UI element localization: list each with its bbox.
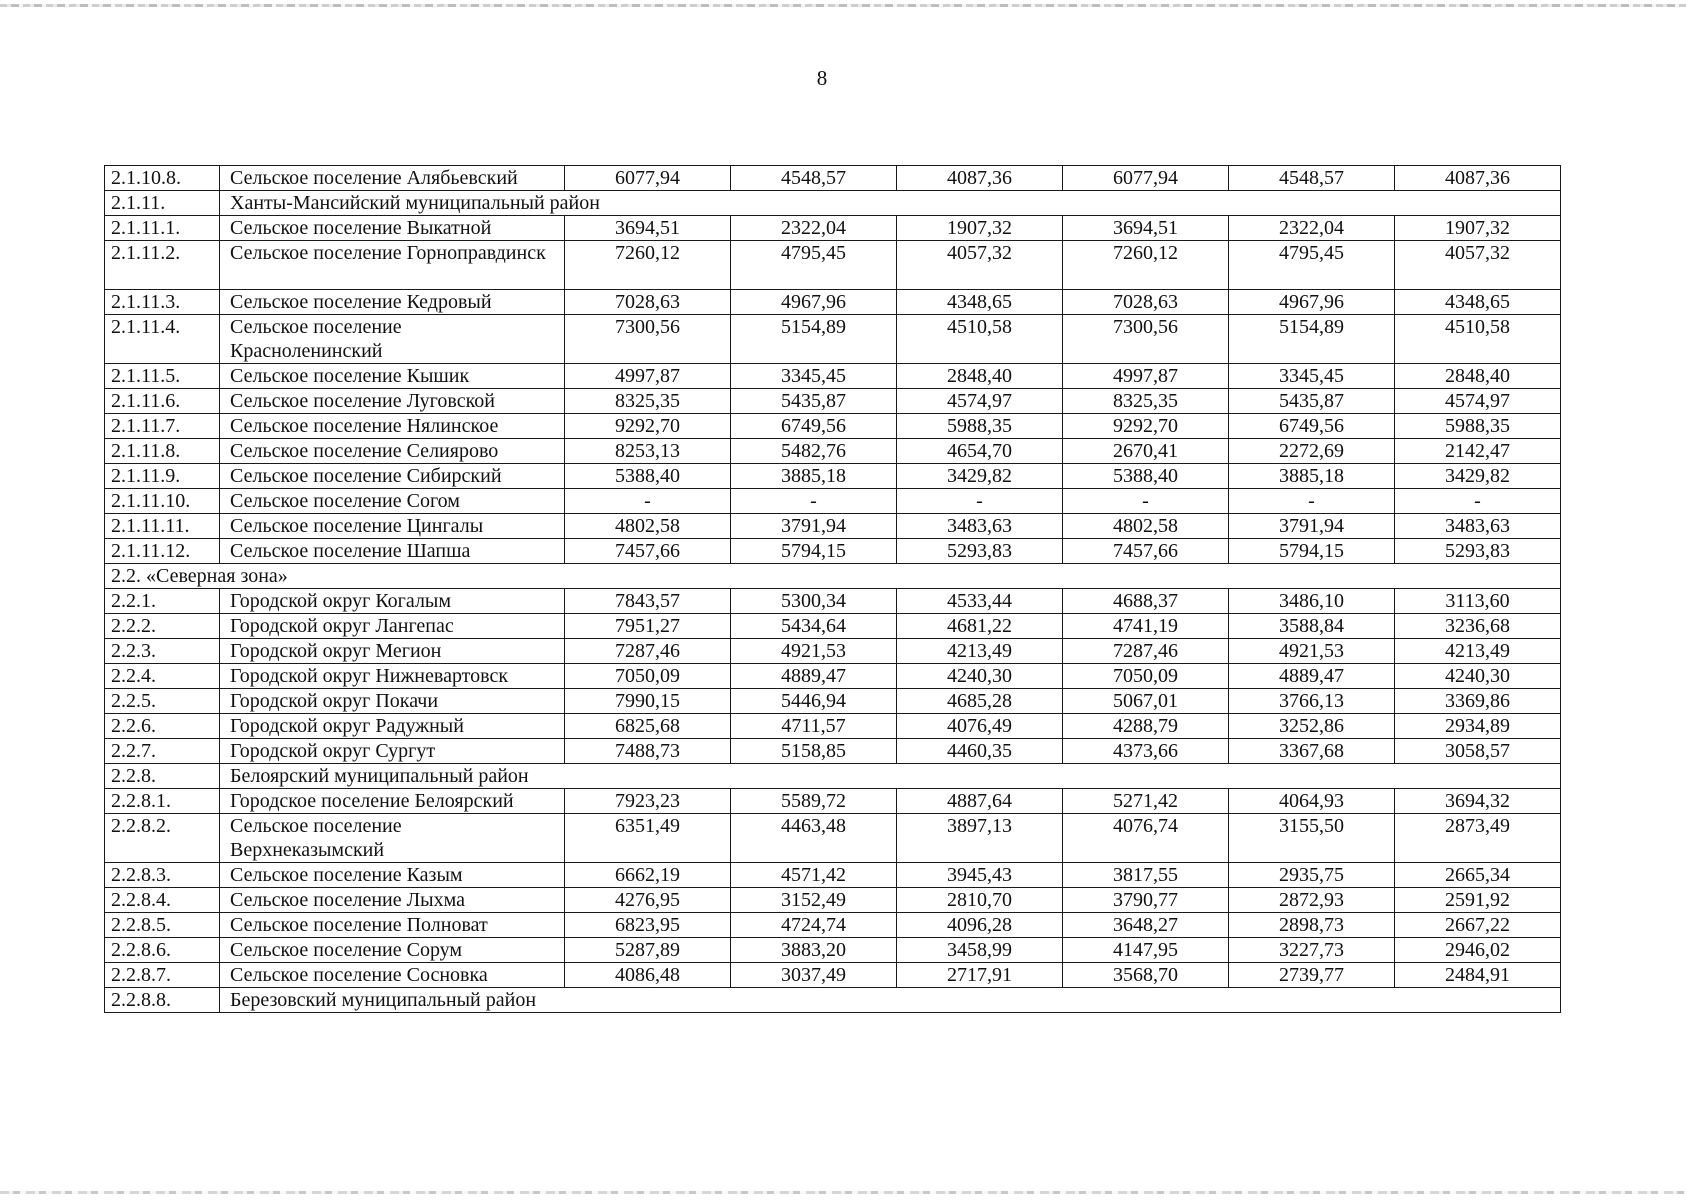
settlement-name-cell: Городское поселение Белоярский [220, 789, 565, 814]
value-cell: 7050,09 [565, 664, 731, 689]
value-cell: - [1229, 489, 1395, 514]
table-row [105, 439, 1561, 464]
settlement-name-cell: Сельское поселение Алябьевский [220, 166, 565, 191]
value-cell: 3568,70 [1063, 963, 1229, 988]
value-cell: 4921,53 [1229, 639, 1395, 664]
value-cell: 7990,15 [565, 689, 731, 714]
value-cell: 4510,58 [1395, 315, 1561, 364]
row-code-cell: 2.1.11.1. [105, 216, 220, 241]
settlement-name-cell: Сельское поселение Сорум [220, 938, 565, 963]
table-body [105, 166, 1561, 1013]
row-code-cell: 2.1.11.8. [105, 439, 220, 464]
settlement-name-cell: Сельское поселение Селиярово [220, 439, 565, 464]
value-cell: 4795,45 [731, 241, 897, 290]
value-cell: 4654,70 [897, 439, 1063, 464]
value-cell: 6077,94 [1063, 166, 1229, 191]
value-cell: 2898,73 [1229, 913, 1395, 938]
value-cell: 4574,97 [1395, 389, 1561, 414]
settlement-name-cell: Сельское поселение Луговской [220, 389, 565, 414]
table-row [105, 764, 1561, 789]
value-cell: 5435,87 [731, 389, 897, 414]
value-cell: 4240,30 [1395, 664, 1561, 689]
value-cell: 7923,23 [565, 789, 731, 814]
value-cell: 2665,34 [1395, 863, 1561, 888]
settlement-name-cell: Сельское поселение Цингалы [220, 514, 565, 539]
row-code-cell: 2.1.11.11. [105, 514, 220, 539]
value-cell: 7300,56 [1063, 315, 1229, 364]
value-cell: 4802,58 [1063, 514, 1229, 539]
value-cell: 4997,87 [1063, 364, 1229, 389]
table-row [105, 241, 1561, 290]
value-cell: 3791,94 [731, 514, 897, 539]
zone-heading-cell: 2.2. «Северная зона» [105, 564, 1561, 589]
value-cell: 5067,01 [1063, 689, 1229, 714]
value-cell: - [565, 489, 731, 514]
value-cell: 4087,36 [1395, 166, 1561, 191]
settlement-name-cell: Сельское поселение Горноправдинск [220, 241, 565, 290]
district-heading-cell: Березовский муниципальный район [220, 988, 1561, 1013]
settlement-name-cell: Городской округ Сургут [220, 739, 565, 764]
row-code-cell: 2.2.8.8. [105, 988, 220, 1013]
value-cell: 3429,82 [1395, 464, 1561, 489]
value-cell: 2739,77 [1229, 963, 1395, 988]
value-cell: 3429,82 [897, 464, 1063, 489]
table-row [105, 191, 1561, 216]
row-code-cell: 2.2.8.6. [105, 938, 220, 963]
value-cell: 2667,22 [1395, 913, 1561, 938]
row-code-cell: 2.2.7. [105, 739, 220, 764]
value-cell: 8325,35 [565, 389, 731, 414]
value-cell: 2322,04 [731, 216, 897, 241]
table-row [105, 963, 1561, 988]
value-cell: 4795,45 [1229, 241, 1395, 290]
value-cell: 2810,70 [897, 888, 1063, 913]
value-cell: 5293,83 [897, 539, 1063, 564]
value-cell: 2322,04 [1229, 216, 1395, 241]
settlement-name-cell: Сельское поселение Кышик [220, 364, 565, 389]
value-cell: 3486,10 [1229, 589, 1395, 614]
value-cell: 4276,95 [565, 888, 731, 913]
value-cell: 3345,45 [731, 364, 897, 389]
value-cell: 6749,56 [1229, 414, 1395, 439]
settlement-name-cell: Городской округ Покачи [220, 689, 565, 714]
value-cell: 7287,46 [1063, 639, 1229, 664]
value-cell: 1907,32 [897, 216, 1063, 241]
value-cell: 4240,30 [897, 664, 1063, 689]
value-cell: 4463,48 [731, 814, 897, 863]
table-row [105, 739, 1561, 764]
value-cell: 2717,91 [897, 963, 1063, 988]
value-cell: 5434,64 [731, 614, 897, 639]
settlement-name-cell: Сельское поселение Казым [220, 863, 565, 888]
value-cell: 5794,15 [1229, 539, 1395, 564]
value-cell: 3113,60 [1395, 589, 1561, 614]
value-cell: 2946,02 [1395, 938, 1561, 963]
value-cell: 4741,19 [1063, 614, 1229, 639]
value-cell: 5158,85 [731, 739, 897, 764]
value-cell: 7028,63 [565, 290, 731, 315]
row-code-cell: 2.2.8.7. [105, 963, 220, 988]
value-cell: 3458,99 [897, 938, 1063, 963]
value-cell: 4057,32 [1395, 241, 1561, 290]
value-cell: 4685,28 [897, 689, 1063, 714]
value-cell: 7028,63 [1063, 290, 1229, 315]
value-cell: 2142,47 [1395, 439, 1561, 464]
value-cell: - [731, 489, 897, 514]
value-cell: 9292,70 [565, 414, 731, 439]
value-cell: - [1063, 489, 1229, 514]
value-cell: 4548,57 [1229, 166, 1395, 191]
value-cell: 3897,13 [897, 814, 1063, 863]
value-cell: 7260,12 [565, 241, 731, 290]
table-row [105, 539, 1561, 564]
value-cell: 5988,35 [897, 414, 1063, 439]
value-cell: 4213,49 [897, 639, 1063, 664]
settlement-name-cell: Сельское поселение Нялинское [220, 414, 565, 439]
value-cell: 5293,83 [1395, 539, 1561, 564]
row-code-cell: 2.1.11.5. [105, 364, 220, 389]
settlement-name-cell: Сельское поселение Шапша [220, 539, 565, 564]
value-cell: 4348,65 [897, 290, 1063, 315]
value-cell: 2848,40 [897, 364, 1063, 389]
settlement-name-cell: Городской округ Лангепас [220, 614, 565, 639]
table-row [105, 315, 1561, 364]
value-cell: 5300,34 [731, 589, 897, 614]
value-cell: 6351,49 [565, 814, 731, 863]
value-cell: 7050,09 [1063, 664, 1229, 689]
row-code-cell: 2.1.10.8. [105, 166, 220, 191]
value-cell: 5435,87 [1229, 389, 1395, 414]
value-cell: 6749,56 [731, 414, 897, 439]
value-cell: 4373,66 [1063, 739, 1229, 764]
value-cell: 4086,48 [565, 963, 731, 988]
value-cell: 3885,18 [731, 464, 897, 489]
row-code-cell: 2.2.5. [105, 689, 220, 714]
value-cell: 1907,32 [1395, 216, 1561, 241]
table-row [105, 639, 1561, 664]
value-cell: 4681,22 [897, 614, 1063, 639]
value-cell: 3483,63 [897, 514, 1063, 539]
row-code-cell: 2.2.3. [105, 639, 220, 664]
value-cell: 8325,35 [1063, 389, 1229, 414]
row-code-cell: 2.2.8.5. [105, 913, 220, 938]
value-cell: 3155,50 [1229, 814, 1395, 863]
table-row [105, 364, 1561, 389]
value-cell: 4967,96 [731, 290, 897, 315]
value-cell: 3367,68 [1229, 739, 1395, 764]
settlement-name-cell: Сельское поселение Выкатной [220, 216, 565, 241]
page-number: 8 [816, 66, 828, 90]
table-row [105, 789, 1561, 814]
settlement-name-cell: Сельское поселение Сосновка [220, 963, 565, 988]
value-cell: 3817,55 [1063, 863, 1229, 888]
value-cell: 3369,86 [1395, 689, 1561, 714]
tariff-table [104, 165, 1561, 1013]
value-cell: 3945,43 [897, 863, 1063, 888]
value-cell: 4348,65 [1395, 290, 1561, 315]
value-cell: 3236,68 [1395, 614, 1561, 639]
settlement-name-cell: Сельское поселение Лыхма [220, 888, 565, 913]
value-cell: 4889,47 [731, 664, 897, 689]
settlement-name-cell: Сельское поселение Сибирский [220, 464, 565, 489]
value-cell: 4571,42 [731, 863, 897, 888]
value-cell: 7843,57 [565, 589, 731, 614]
table-row [105, 489, 1561, 514]
value-cell: 4802,58 [565, 514, 731, 539]
table-row [105, 938, 1561, 963]
value-cell: 4533,44 [897, 589, 1063, 614]
value-cell: 2591,92 [1395, 888, 1561, 913]
value-cell: 4688,37 [1063, 589, 1229, 614]
table-row [105, 514, 1561, 539]
value-cell: 3790,77 [1063, 888, 1229, 913]
value-cell: 7260,12 [1063, 241, 1229, 290]
value-cell: 5794,15 [731, 539, 897, 564]
table-row [105, 988, 1561, 1013]
value-cell: 4711,57 [731, 714, 897, 739]
value-cell: 2484,91 [1395, 963, 1561, 988]
value-cell: 3791,94 [1229, 514, 1395, 539]
settlement-name-cell: Городской округ Когалым [220, 589, 565, 614]
settlement-name-cell: Сельское поселение Согом [220, 489, 565, 514]
value-cell: 4510,58 [897, 315, 1063, 364]
settlement-name-cell: Сельское поселение Полноват [220, 913, 565, 938]
value-cell: 3694,51 [1063, 216, 1229, 241]
value-cell: 3883,20 [731, 938, 897, 963]
value-cell: 3483,63 [1395, 514, 1561, 539]
value-cell: 6662,19 [565, 863, 731, 888]
row-code-cell: 2.1.11.4. [105, 315, 220, 364]
settlement-name-cell: Сельское поселение Красноленинский [220, 315, 565, 364]
settlement-name-cell: Городской округ Радужный [220, 714, 565, 739]
value-cell: 4887,64 [897, 789, 1063, 814]
value-cell: 2873,49 [1395, 814, 1561, 863]
value-cell: 2272,69 [1229, 439, 1395, 464]
table-row [105, 589, 1561, 614]
value-cell: 5287,89 [565, 938, 731, 963]
settlement-name-cell: Городской округ Нижневартовск [220, 664, 565, 689]
value-cell: 5388,40 [565, 464, 731, 489]
value-cell: 5154,89 [731, 315, 897, 364]
value-cell: 4724,74 [731, 913, 897, 938]
value-cell: 7488,73 [565, 739, 731, 764]
table-row [105, 664, 1561, 689]
value-cell: 4057,32 [897, 241, 1063, 290]
value-cell: 3648,27 [1063, 913, 1229, 938]
row-code-cell: 2.2.8.1. [105, 789, 220, 814]
value-cell: 2848,40 [1395, 364, 1561, 389]
value-cell: 5988,35 [1395, 414, 1561, 439]
row-code-cell: 2.1.11.10. [105, 489, 220, 514]
value-cell: 7457,66 [1063, 539, 1229, 564]
value-cell: 4967,96 [1229, 290, 1395, 315]
value-cell: 3766,13 [1229, 689, 1395, 714]
scan-edge-bottom [0, 1191, 1686, 1194]
value-cell: 6077,94 [565, 166, 731, 191]
table-row [105, 689, 1561, 714]
value-cell: 4076,74 [1063, 814, 1229, 863]
table-row [105, 614, 1561, 639]
value-cell: 4076,49 [897, 714, 1063, 739]
value-cell: 7287,46 [565, 639, 731, 664]
value-cell: 3694,32 [1395, 789, 1561, 814]
row-code-cell: 2.2.6. [105, 714, 220, 739]
value-cell: 7951,27 [565, 614, 731, 639]
value-cell: 7300,56 [565, 315, 731, 364]
value-cell: 8253,13 [565, 439, 731, 464]
district-heading-cell: Белоярский муниципальный район [220, 764, 1561, 789]
value-cell: 3694,51 [565, 216, 731, 241]
row-code-cell: 2.2.1. [105, 589, 220, 614]
value-cell: 4213,49 [1395, 639, 1561, 664]
table-row [105, 814, 1561, 863]
value-cell: 2934,89 [1395, 714, 1561, 739]
district-heading-cell: Ханты-Мансийский муниципальный район [220, 191, 1561, 216]
value-cell: 4997,87 [565, 364, 731, 389]
value-cell: 4147,95 [1063, 938, 1229, 963]
row-code-cell: 2.1.11.3. [105, 290, 220, 315]
value-cell: 6823,95 [565, 913, 731, 938]
settlement-name-cell: Сельское поселение Верхнеказымский [220, 814, 565, 863]
value-cell: 5482,76 [731, 439, 897, 464]
value-cell: 7457,66 [565, 539, 731, 564]
row-code-cell: 2.1.11.7. [105, 414, 220, 439]
table-row [105, 888, 1561, 913]
value-cell: 6825,68 [565, 714, 731, 739]
value-cell: 5154,89 [1229, 315, 1395, 364]
value-cell: 2670,41 [1063, 439, 1229, 464]
scan-edge-top [0, 4, 1686, 7]
row-code-cell: 2.1.11.6. [105, 389, 220, 414]
table-row [105, 913, 1561, 938]
value-cell: 3227,73 [1229, 938, 1395, 963]
row-code-cell: 2.2.8.3. [105, 863, 220, 888]
value-cell: 4087,36 [897, 166, 1063, 191]
value-cell: 3252,86 [1229, 714, 1395, 739]
value-cell: - [897, 489, 1063, 514]
table-row [105, 216, 1561, 241]
row-code-cell: 2.1.11.2. [105, 241, 220, 290]
value-cell: 4889,47 [1229, 664, 1395, 689]
value-cell: 4096,28 [897, 913, 1063, 938]
table-row [105, 564, 1561, 589]
row-code-cell: 2.1.11.12. [105, 539, 220, 564]
value-cell: 3588,84 [1229, 614, 1395, 639]
row-code-cell: 2.1.11.9. [105, 464, 220, 489]
value-cell: 2872,93 [1229, 888, 1395, 913]
settlement-name-cell: Городской округ Мегион [220, 639, 565, 664]
table-row [105, 714, 1561, 739]
table-row [105, 464, 1561, 489]
value-cell: 4460,35 [897, 739, 1063, 764]
row-code-cell: 2.2.2. [105, 614, 220, 639]
row-code-cell: 2.2.4. [105, 664, 220, 689]
row-code-cell: 2.2.8.4. [105, 888, 220, 913]
value-cell: 4921,53 [731, 639, 897, 664]
value-cell: 4288,79 [1063, 714, 1229, 739]
value-cell: 4548,57 [731, 166, 897, 191]
value-cell: 2935,75 [1229, 863, 1395, 888]
value-cell: 5388,40 [1063, 464, 1229, 489]
table-row [105, 863, 1561, 888]
value-cell: 3345,45 [1229, 364, 1395, 389]
value-cell: 4574,97 [897, 389, 1063, 414]
value-cell: 5589,72 [731, 789, 897, 814]
value-cell: - [1395, 489, 1561, 514]
row-code-cell: 2.2.8. [105, 764, 220, 789]
value-cell: 4064,93 [1229, 789, 1395, 814]
value-cell: 3152,49 [731, 888, 897, 913]
value-cell: 5446,94 [731, 689, 897, 714]
row-code-cell: 2.1.11. [105, 191, 220, 216]
value-cell: 9292,70 [1063, 414, 1229, 439]
table-row [105, 414, 1561, 439]
table-row [105, 389, 1561, 414]
table-row [105, 290, 1561, 315]
table-row [105, 166, 1561, 191]
value-cell: 5271,42 [1063, 789, 1229, 814]
settlement-name-cell: Сельское поселение Кедровый [220, 290, 565, 315]
value-cell: 3037,49 [731, 963, 897, 988]
row-code-cell: 2.2.8.2. [105, 814, 220, 863]
value-cell: 3058,57 [1395, 739, 1561, 764]
value-cell: 3885,18 [1229, 464, 1395, 489]
